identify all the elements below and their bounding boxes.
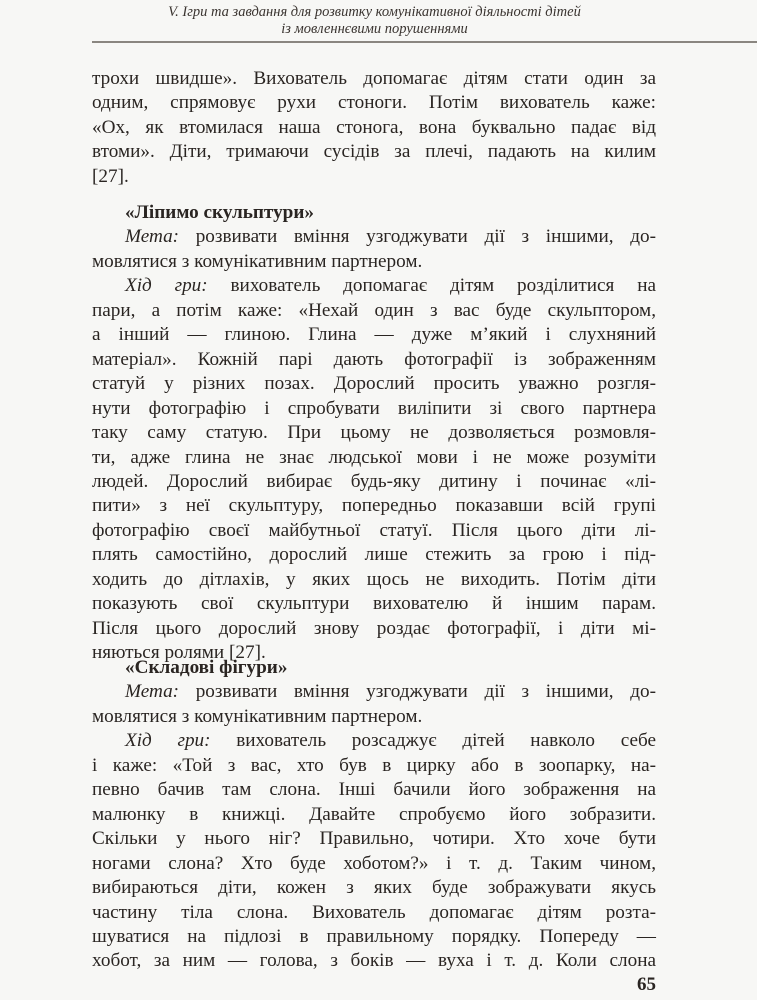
page-number: 65 [637, 974, 656, 995]
process-label: Хід гри: [125, 730, 211, 752]
text-line: няються ролями [27]. [92, 642, 266, 664]
text-line: а інший — глиною. Глина — дуже м’який і слухняний [92, 324, 656, 346]
goal-text: розвивати вміння узгоджувати дії з іншими, до- [179, 226, 656, 248]
goal-label: Мета: [125, 681, 180, 703]
text-line: фотографію своєї майбутньої статуї. Після цього діти лі- [92, 519, 656, 541]
text-line: мовлятися з комунікативним партнером. [92, 705, 423, 727]
text-line: мовлятися з комунікативним партнером. [92, 250, 423, 272]
text-line [92, 680, 656, 704]
text-line: і каже: «Той з вас, хто був в цирку або в зоопарку, на- [92, 754, 656, 776]
text-line: ногами слона? Хто буде хоботом?» і т. д. Таким чином, [92, 852, 656, 874]
running-header-line-1: V. Ігри та завдання для розвитку комунікативної діяльності дітей [168, 4, 581, 20]
text-line: [27]. [92, 165, 129, 187]
text-line: одним, спрямовує рухи стоноги. Потім вихователь каже: [92, 92, 656, 114]
process-text: вихователь допомагає дітям розділитися на [207, 275, 656, 297]
text-line: плять самостійно, дорослий лише стежить за грою і під- [92, 544, 656, 566]
game-section-2 [92, 656, 656, 974]
text-line [92, 729, 656, 753]
text-line: вибираються діти, кожен з яких буде зображувати якусь [92, 877, 656, 899]
game-title: «Ліпимо скульптури» [125, 202, 315, 223]
text-line: трохи швидше». Вихователь допомагає дітям стати один за [92, 68, 656, 89]
text-line: таку саму статую. При цьому не дозволяється розмовля- [92, 422, 656, 444]
text-line: ти, адже глина не знає людської мови і не може розуміти [92, 446, 656, 468]
running-header-line-2: із мовленнєвими порушеннями [281, 20, 468, 37]
text-line: певно бачив там слона. Інші бачили його зображення на [92, 779, 656, 801]
text-line: статуй у різних позах. Дорослий просить уважно розгля- [92, 373, 656, 395]
text-line: пари, а потім каже: «Нехай один з вас буде скульптором, [92, 299, 656, 321]
text-line: хобот, за ним — голова, з боків — вуха і т. д. Коли слона [92, 950, 656, 972]
process-label: Хід гри: [125, 275, 208, 297]
text-line: людей. Дорослий вибирає будь-яку дитину і починає «лі- [92, 470, 656, 492]
goal-text: розвивати вміння узгоджувати дії з іншими, до- [179, 681, 656, 703]
running-header [92, 4, 657, 37]
text-line: ходить до дітлахів, у яких щось не виходить. Потім діти [92, 568, 656, 590]
text-line: нути фотографію і спробувати виліпити зі свого партнера [92, 397, 656, 419]
game-title: «Складові фігури» [125, 657, 288, 678]
text-line: «Ох, як втомилася наша стонога, вона буквально падає від [92, 116, 656, 138]
text-line: матеріал». Кожній парі дають фотографії із зображенням [92, 348, 656, 370]
text-line: частину тіла слона. Вихователь допомагає дітям розта- [92, 901, 656, 923]
text-line: пити» з неї скульптуру, попередньо показавши всій групі [92, 495, 656, 517]
process-text: вихователь розсаджує дітей навколо себе [210, 730, 656, 752]
text-line: показують свої скульптури вихователю й іншим парам. [92, 593, 656, 615]
goal-label: Мета: [125, 226, 180, 248]
text-line [92, 225, 656, 249]
text-line: малюнку в книжці. Давайте спробуємо його зобразити. [92, 803, 656, 825]
text-line: Скільки у нього ніг? Правильно, чотири. Хто хоче бути [92, 828, 656, 850]
text-line: втоми». Діти, тримаючи сусідів за плечі, падають на килим [92, 141, 656, 163]
text-line [92, 274, 656, 298]
intro-paragraph [92, 67, 656, 189]
game-section-1 [92, 201, 656, 666]
text-line: шуватися на підлозі в правильному порядку. Попереду — [92, 925, 656, 947]
header-divider [92, 41, 757, 43]
text-line: Після цього дорослий знову роздає фотографії, і діти мі- [92, 617, 656, 639]
